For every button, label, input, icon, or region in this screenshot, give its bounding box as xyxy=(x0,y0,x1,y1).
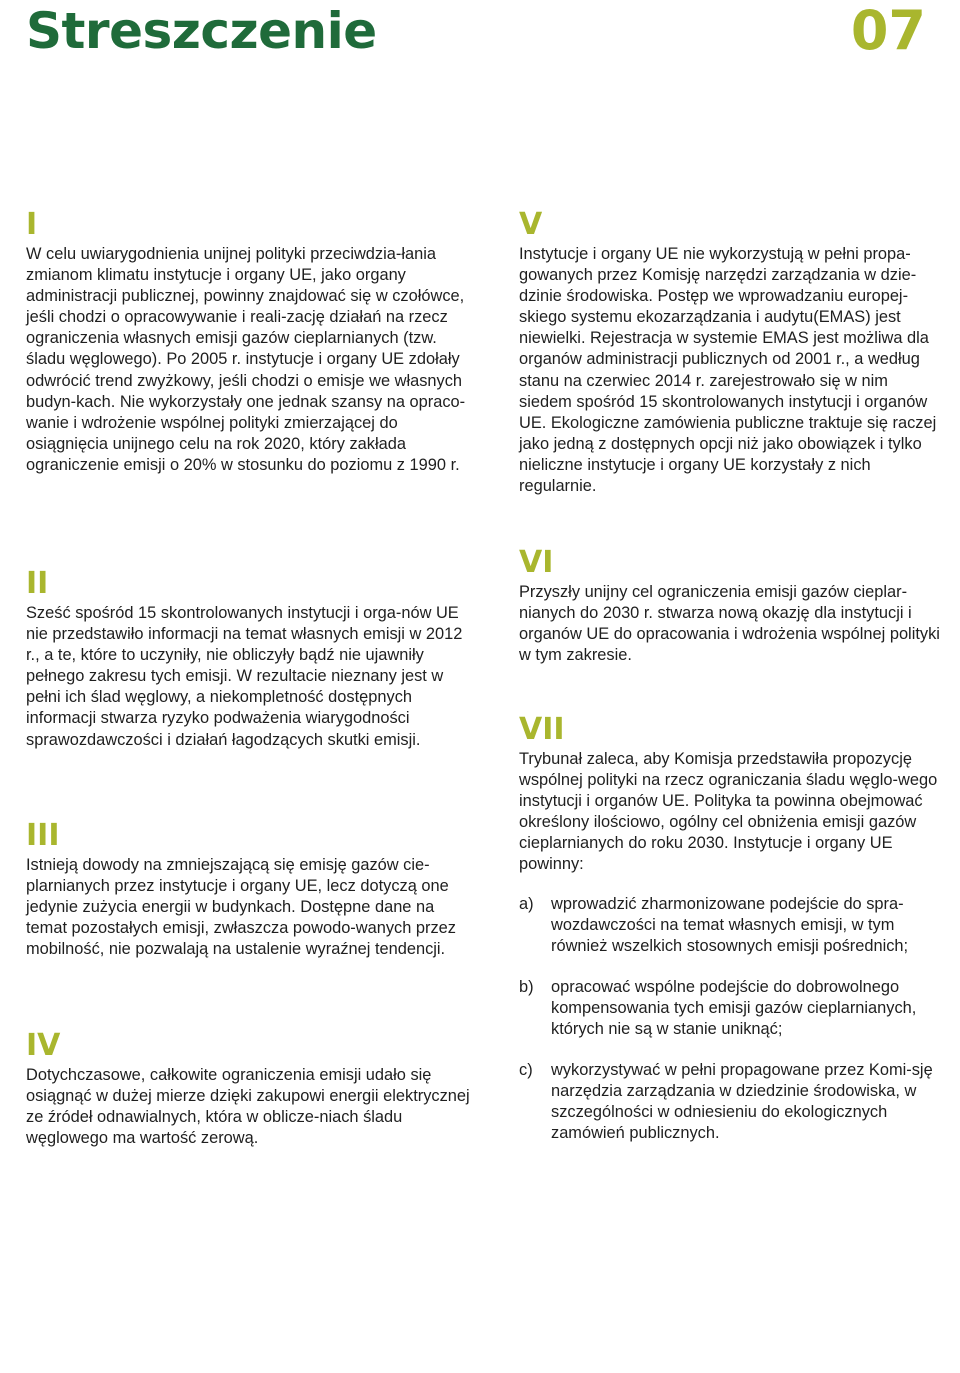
section-text: Instytucje i organy UE nie wykorzystują w pełni propa-gowanych przez Komisję narzędzi zarządzania w dzie-dzinie środowiska. Postęp we wprowadzaniu europej-skiego systemu ekozarządzania i audytu(EMAS) jest niewielki. Rejestracja w systemie EMAS jest możliwa dla organów administracji publicznych od 2001 r., a według stanu na czerwiec 2014 r. zarejestrowało się w nim siedem spośród 15 skontrolowanych instytucji i organów UE. Ekologiczne zamówienia publiczne traktuje się raczej jako jedną z dostępnych opcji niż jako obowiązek i tylko nieliczne instytucje i organy UE korzystały z nich regularnie. xyxy=(519,245,937,496)
recommendation-text: wprowadzić zharmonizowane podejście do spra-wozdawczości na temat własnych emisji, w tym również wszelkich stosownych emisji pośrednich; xyxy=(551,894,909,955)
section-text: W celu uwiarygodnienia unijnej polityki przeciwdzia-łania zmianom klimatu instytucje i organy UE, jako organy administracji publicznej, powinny znajdować się w czołówce, jeśli chodzi o opracowywanie i reali-zację działań na rzecz ograniczenia własnych emisji gazów cieplarnianych (tzw. śladu węglowego). Po 2005 r. instytucje i organy UE zdołały odwrócić trend zwyżkowy, jeśli chodzi o emisje we własnych budyn-kach. Nie wykorzystały one jednak szansy na opraco-wanie i wdrożenie wspólnej polityki zmierzającej do osiągnięcia unijnego celu na rok 2020, który zakłada ograniczenie emisji o 20% w stosunku do poziomu z 1990 r. xyxy=(26,245,466,474)
section-iv xyxy=(26,1028,471,1149)
page-number: 07 xyxy=(850,0,926,62)
section-text: Dotychczasowe, całkowite ograniczenia emisji udało się osiągnąć w dużej mierze dzięki zakupowi energii elektrycznej ze źródeł odnawialnych, która w oblicze-niach śladu węglowego ma wartość zerową. xyxy=(26,1066,470,1148)
recommendation-text: opracować wspólne podejście do dobrowolnego kompensowania tych emisji gazów cieplarnianych, których nie są w stanie uniknąć; xyxy=(551,977,917,1039)
page-title: Streszczenie xyxy=(26,2,377,60)
recommendation-item xyxy=(519,1060,944,1144)
section-text: Trybunał zaleca, aby Komisja przedstawiła propozycję wspólnej polityki na rzecz ograniczania śladu węglo-wego instytucji i organów UE. Polityka ta powinna obejmować określony ilościowo, ogólny cel obniżenia emisji gazów cieplarnianych do roku 2030. Instytucje i organy UE powinny: xyxy=(519,750,938,874)
section-vii xyxy=(519,712,944,1165)
section-numeral: V xyxy=(519,207,543,242)
section-vi xyxy=(519,545,944,666)
recommendation-item xyxy=(519,977,944,1040)
section-text: Sześć spośród 15 skontrolowanych instytucji i orga-nów UE nie przedstawiło informacji na temat własnych emisji w 2012 r., a te, które to uczyniły, nie obliczyły bądź nie ujawniły pełnego zakresu tych emisji. W rezultacie nieznany jest w pełni ich ślad węglowy, a niekompletność dostępnych informacji stwarza ryzyko podważenia wiarygodności sprawozdawczości i działań łagodzących skutki emisji. xyxy=(26,604,463,749)
section-numeral: VI xyxy=(519,545,554,580)
section-v xyxy=(519,207,944,497)
recommendation-text: wykorzystywać w pełni propagowane przez Komi-sję narzędzia zarządzania w dziedzinie środowiska, w szczególności w odniesieniu do ekologicznych zamówień publicznych. xyxy=(551,1061,933,1143)
section-i xyxy=(26,207,471,476)
section-numeral: I xyxy=(26,207,38,242)
section-numeral: II xyxy=(26,566,49,601)
section-ii xyxy=(26,566,471,751)
recommendation-item xyxy=(519,894,944,957)
recommendations-list xyxy=(519,894,944,1145)
list-marker: b) xyxy=(519,977,534,996)
section-text: Przyszły unijny cel ograniczenia emisji gazów cieplar-nianych do 2030 r. stwarza nową okazję dla instytucji i organów UE do opracowania i wdrożenia wspólnej polityki w tym zakresie. xyxy=(519,583,940,665)
section-text: Istnieją dowody na zmniejszającą się emisję gazów cie-plarnianych przez instytucje i organy UE, lecz dotyczą one jedynie zużycia energii w budynkach. Dostępne dane na temat pozostałych emisji, zwłaszcza powodo-wanych przez mobilność, nie pozwalają na ustalenie wyraźnej tendencji. xyxy=(26,856,456,959)
section-numeral: IV xyxy=(26,1028,61,1063)
list-marker: c) xyxy=(519,1061,533,1080)
list-marker: a) xyxy=(519,894,534,913)
section-iii xyxy=(26,818,471,960)
section-numeral: III xyxy=(26,818,60,853)
section-numeral: VII xyxy=(519,712,565,747)
